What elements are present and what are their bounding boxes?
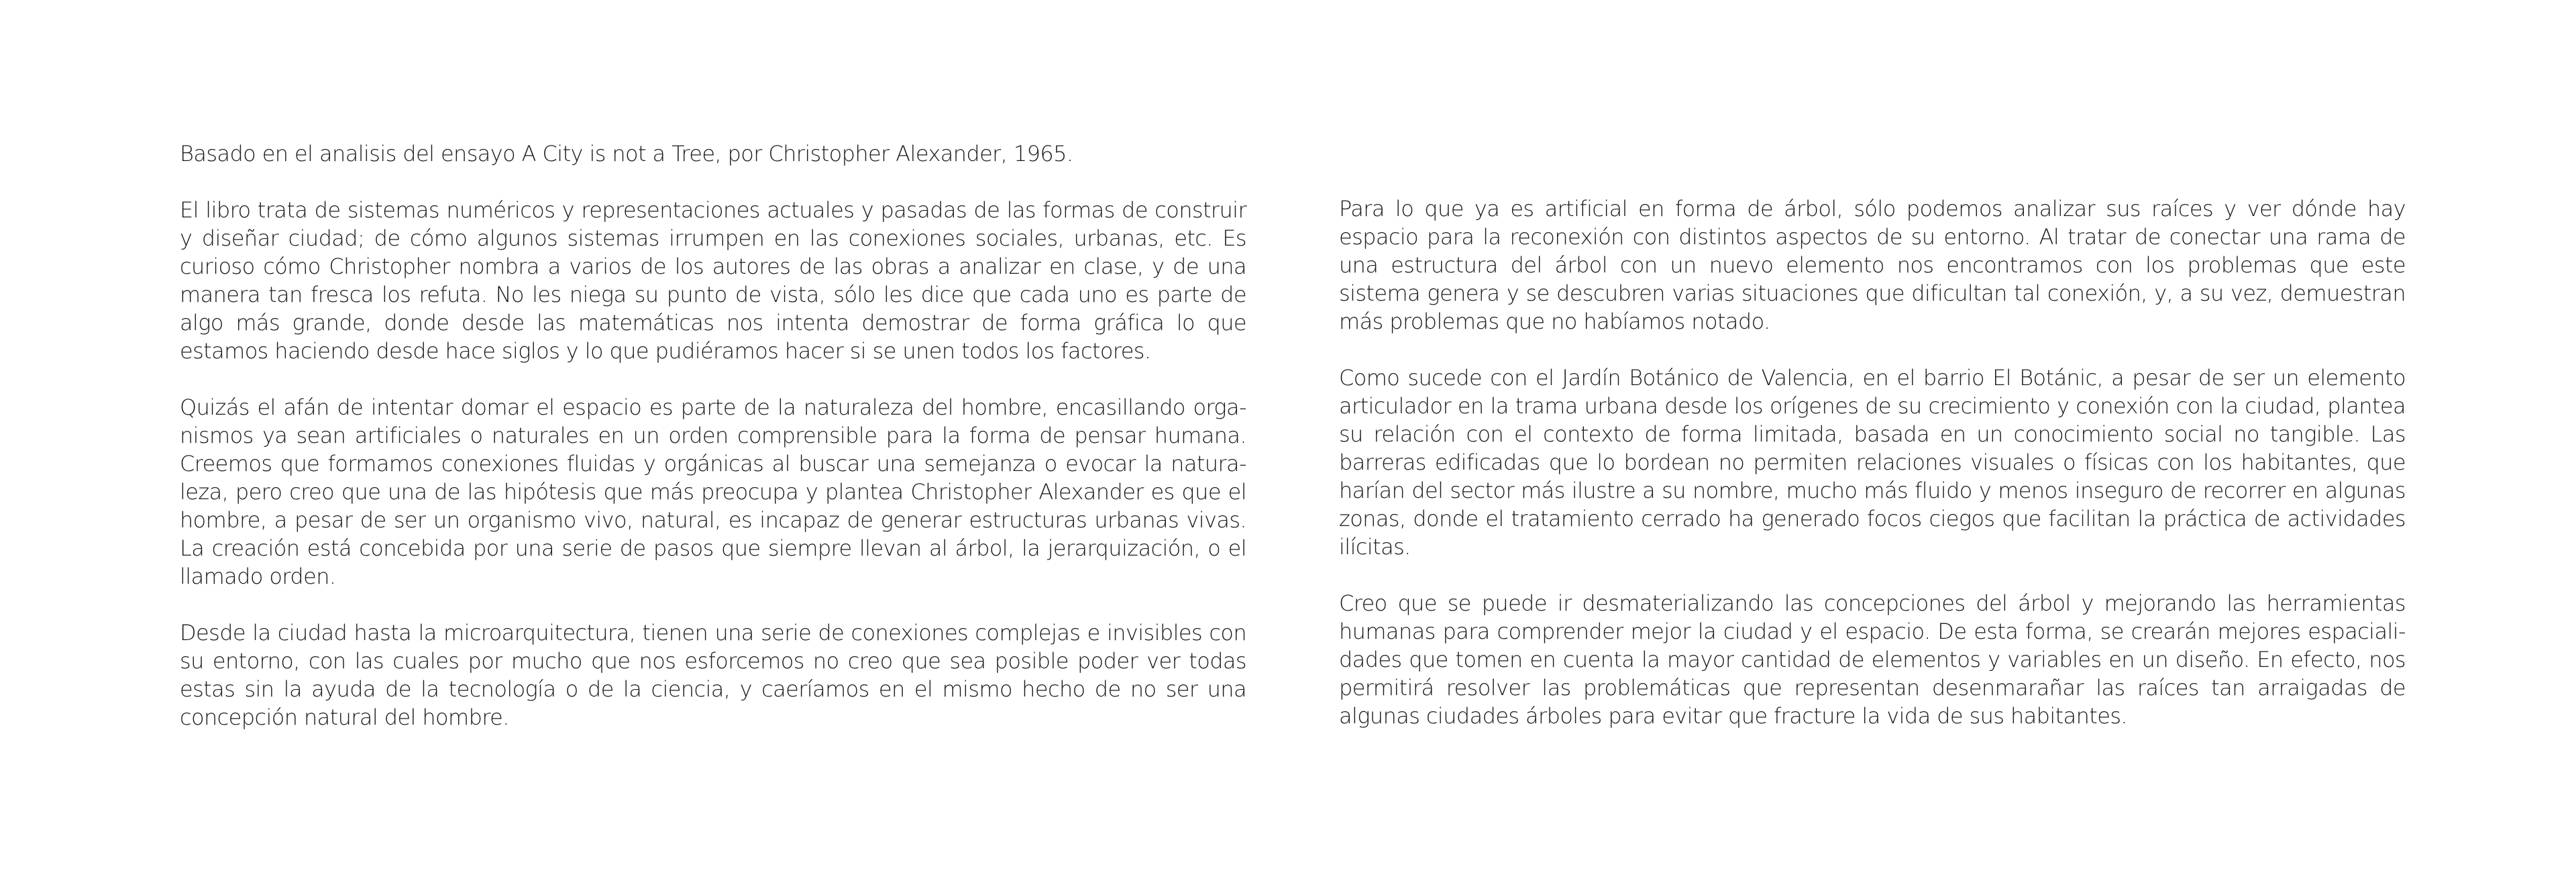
- paragraph: El libro trata de sistemas numéricos y representaciones actuales y pasadas de las formas de construir y diseñar ciudad; de cómo algunos sistemas irrumpen en las conexiones sociales, urbanas, etc. Es curioso cómo Christopher nombra a varios de los autores de las obras a analizar en clase, y de una manera tan fresca los refuta. No les niega su punto de vista, sólo les dice que cada uno es parte de algo más grande, donde desde las matemáticas nos intenta demostrar de forma gráfica lo que estamos haciendo desde hace siglos y lo que pudiéramos hacer si se unen todos los factores.: [180, 197, 1246, 364]
- paragraph: Creo que se puede ir desmaterializando las concepciones del árbol y mejorando las herramientas humanas para comprender mejor la ciudad y el espacio. De esta forma, se crearán mejores espaciali-dades que tomen en cuenta la mayor cantidad de elementos y variables en un diseño. En efecto, nos permitirá resolver las problemáticas que representan desenmarañar las raíces tan arraigadas de algunas ciudades árboles para evitar que fracture la vida de sus habitantes.: [1339, 590, 2406, 729]
- paragraph: Para lo que ya es artificial en forma de árbol, sólo podemos analizar sus raíces y ver dónde hay espacio para la reconexión con distintos aspectos de su entorno. Al tratar de conectar una rama de una estructura del árbol con un nuevo elemento nos encontramos con los problemas que este sistema genera y se descubren varias situaciones que dificultan tal conexión, y, a su vez, demuestran más problemas que no habíamos notado.: [1339, 196, 2406, 334]
- left-column: [180, 140, 1246, 731]
- paragraph: Desde la ciudad hasta la microarquitectura, tienen una serie de conexiones complejas e invisibles con su entorno, con las cuales por mucho que nos esforcemos no creo que sea posible poder ver todas estas sin la ayuda de la tecnología o de la ciencia, y caeríamos en el mismo hecho de no ser una concepción natural del hombre.: [180, 620, 1246, 730]
- paragraph: Como sucede con el Jardín Botánico de Valencia, en el barrio El Botánic, a pesar de ser un elemento articulador en la trama urbana desde los orígenes de su crecimiento y conexión con la ciudad, plantea su relación con el contexto de forma limitada, basada en un conocimiento social no tangible. Las barreras edificadas que lo bordean no permiten relaciones visuales o físicas con los habitantes, que harían del sector más ilustre a su nombre, mucho más fluido y menos inseguro de recorrer en algunas zonas, donde el tratamiento cerrado ha generado focos ciegos que facilitan la práctica de actividades ilícitas.: [1339, 365, 2406, 560]
- right-column: [1339, 195, 2406, 730]
- intro-line: Basado en el analisis del ensayo A City is not a Tree, por Christopher Alexander, 1965.: [180, 141, 1073, 166]
- paragraph: Quizás el afán de intentar domar el espacio es parte de la naturaleza del hombre, encasillando orga-nismos ya sean artificiales o naturales en un orden comprensible para la forma de pensar humana. Creemos que formamos conexiones fluidas y orgánicas al buscar una semejanza o evocar la natura-leza, pero creo que una de las hipótesis que más preocupa y plantea Christopher Alexander es que el hombre, a pesar de ser un organismo vivo, natural, es incapaz de generar estructuras urbanas vivas. La creación está concebida por una serie de pasos que siempre llevan al árbol, la jerarquización, o el llamado orden.: [180, 395, 1246, 589]
